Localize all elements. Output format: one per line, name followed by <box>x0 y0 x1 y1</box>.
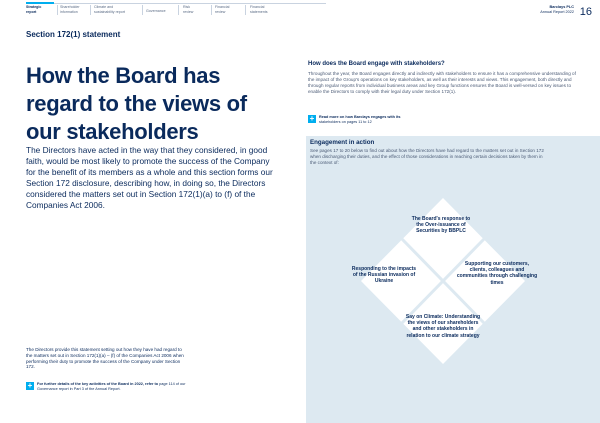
nav-tab-line2: sustainability report <box>94 9 125 14</box>
intro-paragraph: The Directors have acted in the way that they considered, in good faith, would be most likely to promote the success of the Company for the benefit of its members as a whole and this section forms our Section 172 disclosure, describing how, in doing so, the Directors considered the matters set out in Section 172(1)(a) to (f) of the Companies Act 2006. <box>26 145 273 210</box>
readmore-rest: page 114 of our Governance report in Part 3 of the Annual Report. <box>37 382 186 391</box>
nav-tab-line2: review <box>215 9 226 14</box>
nav-tab-risk-review[interactable] <box>183 5 193 14</box>
nav-tab-shareholder-information[interactable] <box>60 5 80 14</box>
engage-paragraph: Throughout the year, the Board engages directly and indirectly with stakeholders to ensure it has a comprehensive understanding of the impact of the Group's operations on key stakeholders, as well as their interests and views. This engagement, both directly and through regular reports from individual business areas and key Group functions ensures the Board is well-versed on key issues to enable the Directors to comply with their legal duty under Section 172(1). <box>308 71 576 94</box>
nav-tab-line1: Financial <box>215 5 230 9</box>
nav-tab-governance[interactable] <box>146 9 166 14</box>
nav-tab-strategic-report[interactable] <box>26 5 41 14</box>
nav-tab-line1: Climate and <box>94 5 114 9</box>
stakeholders-readmore-link[interactable] <box>308 115 458 125</box>
nav-tab-line2: report <box>26 9 37 14</box>
plus-icon: + <box>27 381 33 390</box>
nav-separator <box>142 5 143 15</box>
nav-separator <box>90 5 91 15</box>
top-navigation <box>0 0 600 26</box>
readmore-text <box>319 115 400 125</box>
nav-tab-line1: Shareholder <box>60 5 80 9</box>
engagement-paragraph: See pages 17 to 20 below to find out about how the Directors have had regard to the matters set out in Section 172 when discharging their duties, and the effect of those considerations in reaching certain decisions taken by them in the context of: <box>310 148 544 165</box>
page-headline: How the Board has regard to the views of our stakeholders <box>26 63 247 144</box>
engagement-diagram <box>306 136 600 423</box>
nav-tab-line1: Strategic <box>26 5 42 9</box>
nav-separator <box>178 5 179 15</box>
readmore-rest: stakeholders on pages 11 to 12 <box>319 119 372 124</box>
nav-tab-financial-statements[interactable] <box>250 5 268 14</box>
engage-heading: How does the Board engage with stakeholders? <box>308 61 445 67</box>
nav-separator <box>245 5 246 15</box>
report-name: Annual Report 2022 <box>540 9 574 14</box>
nav-active-indicator <box>26 2 54 4</box>
nav-tab-line2: review <box>183 9 194 14</box>
plus-icon: + <box>309 114 315 123</box>
readmore-bold: For further details of the key activities of the Board in 2022, refer to <box>37 382 159 386</box>
company-name: Barclays PLC <box>549 5 574 9</box>
governance-readmore-link[interactable] <box>26 382 186 392</box>
nav-tab-line2: statements <box>250 9 268 14</box>
nav-tab-line1: Financial <box>250 5 265 9</box>
nav-tab-line1: Risk <box>183 5 190 9</box>
engagement-heading: Engagement in action <box>310 139 375 146</box>
topic-russia-ukraine: Responding to the impacts of the Russian invasion of Ukraine <box>351 266 417 285</box>
statement-paragraph: The Directors provide this statement setting out how they have had regard to the matters set out in Section 172(1)(a) – (f) of the Companies Act 2006 when performing their duty to promote the success of the Company under Section 172. <box>26 347 184 370</box>
topic-over-issuance: The Board's response to the Over-issuance of Securities by BBPLC <box>411 216 471 235</box>
section-title: Section 172(1) statement <box>26 30 121 39</box>
readmore-bold: Read more on how Barclays engages with its <box>319 115 401 119</box>
nav-tab-line2: information <box>60 9 78 14</box>
publication-info <box>540 5 574 14</box>
nav-separator <box>211 5 212 15</box>
nav-tab-financial-review[interactable] <box>215 5 229 14</box>
nav-tab-climate-sustainability[interactable] <box>94 5 125 14</box>
nav-rule <box>26 3 326 4</box>
topic-say-on-climate: Say on Climate: Understanding the views of our shareholders and other stakeholders in relation to our climate strategy <box>405 314 481 339</box>
nav-separator <box>57 5 58 15</box>
readmore-text <box>37 382 186 392</box>
topic-supporting-customers: Supporting our customers, clients, colleagues and communities through challenging times <box>456 261 538 286</box>
nav-tab-line1: Governance <box>146 9 166 13</box>
page-number: 16 <box>579 6 592 18</box>
